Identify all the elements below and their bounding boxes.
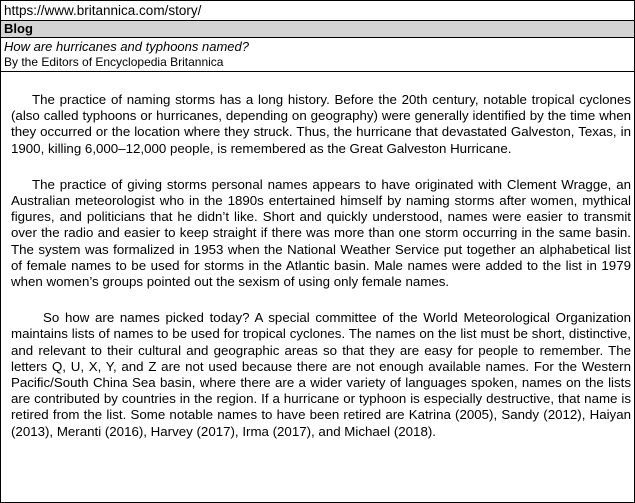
article-title: How are hurricanes and typhoons named? [4, 39, 249, 54]
url-text[interactable]: https://www.britannica.com/story/ [1, 1, 634, 21]
article-paragraph-1: The practice of naming storms has a long history. Before the 20th century, notable tropical cyclones (also called typhoons or hurricanes, depending on geography) were generally identified by the time when they occurred or the location where they struck. Thus, the hurricane that devastated Galveston, Texas, in 1900, killing 6,000–12,000 people, is remembered as the Great Galveston Hurricane. [11, 92, 631, 156]
article-body [1, 92, 634, 440]
section-label: Blog [1, 21, 634, 38]
article-paragraph-3: So how are names picked today? A special committee of the World Meteorological Organization maintains lists of names to be used for tropical cyclones. The names on the list must be short, distinctive, and relevant to their cultural and geographic areas so that they are easy for people to remember. The letters Q, U, X, Y, and Z are not used because there are not enough available names. For the Western Pacific/South China Sea basin, where there are a wider variety of languages spoken, names on the lists are contributed by countries in the region. If a hurricane or typhoon is especially destructive, that name is retired from the list. Some notable names to have been retired are Katrina (2005), Sandy (2012), Haiyan (2013), Meranti (2016), Harvey (2017), Irma (2017), and Michael (2018). [11, 310, 631, 439]
article-paragraph-2: The practice of giving storms personal names appears to have originated with Clement Wragge, an Australian meteorologist who in the 1890s entertained himself by naming storms after women, mythical figures, and politicians that he didn’t like. Short and quickly understood, names were easier to transmit over the radio and easier to keep straight if there was more than one storm occurring in the same basin. The system was formalized in 1953 when the National Weather Service put together an alphabetical list of female names to be used for storms in the Atlantic basin. Male names were added to the list in 1979 when women’s groups pointed out the sexism of using only female names. [11, 176, 631, 290]
article-byline: By the Editors of Encyclopedia Britannica [1, 55, 634, 72]
